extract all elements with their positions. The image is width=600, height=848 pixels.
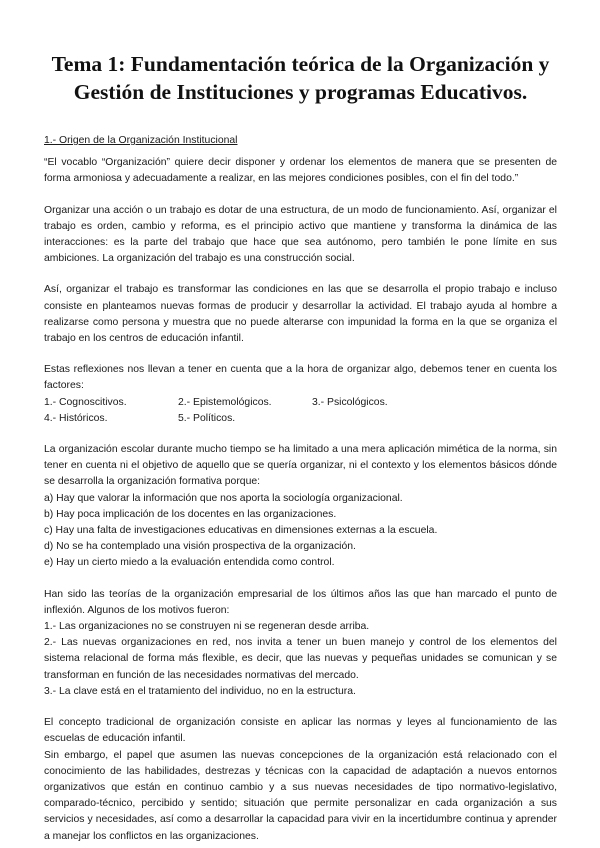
list-item: 1.- Las organizaciones no se construyen ni se regeneran desde arriba. xyxy=(44,621,370,633)
factor-item: 4.- Históricos. xyxy=(44,412,108,424)
list-item: a) Hay que valorar la información que nos aporta la sociología organizacional. xyxy=(44,492,403,504)
list-item: 3.- La clave está en el tratamiento del individuo, no en la estructura. xyxy=(44,685,356,697)
paragraph-business-theories: Han sido las teorías de la organización empresarial de los últimos años las que han marcado el punto de inflexión. Algunos de los motivos fueron: xyxy=(44,588,557,616)
factor-item: 5.- Políticos. xyxy=(178,412,236,424)
paragraph-school-organization: La organización escolar durante mucho tiempo se ha limitado a una mera aplicación mimética de la norma, sin tener en cuenta ni el objetivo de aquello que se quería organizar, ni el contexto y los elementos básicos dónde se desarrolla la organización formativa porque: xyxy=(44,444,557,488)
factors-row-1 xyxy=(44,395,557,411)
paragraph-organize-action: Organizar una acción o un trabajo es dotar de una estructura, de un modo de funcionamiento. Así, organizar el trabajo es orden, cambio y reforma, es el principio activo que mantiene y transforma la dinámica de las interacciones: es la parte del trabajo que hace que sea autónomo, pero también le pone límite en sus ambiciones. La organización del trabajo es una construcción social. xyxy=(44,204,557,265)
list-item: c) Hay una falta de investigaciones educativas en dimensiones externas a la escuela. xyxy=(44,525,438,537)
paragraph-reflections: Estas reflexiones nos llevan a tener en cuenta que a la hora de organizar algo, debemos tener en cuenta los factores: xyxy=(44,364,557,392)
list-item: 2.- Las nuevas organizaciones en red, nos invita a tener un buen manejo y control de los elementos del sistema relacional de forma más flexible, es decir, que las nuevas y pequeñas unidades se comunican y se transforman en función de las necesidades normativas del mercado. xyxy=(44,637,557,681)
paragraph-definition: “El vocablo “Organización” quiere decir disponer y ordenar los elementos de manera que se presenten de forma armoniosa y adecuadamente a realizar, en las mejores condiciones posibles, con el fin del todo.” xyxy=(44,157,557,185)
motives-list xyxy=(44,619,557,700)
title-line-1: Tema 1: Fundamentación teórica de la Organización y xyxy=(51,52,550,76)
paragraph-new-conceptions: Sin embargo, el papel que asumen las nuevas concepciones de la organización está relacionado con el conocimiento de las habilidades, destrezas y técnicas con la capacidad de adaptación a nuevos entornos organizativos que están en continuo cambio y a sus nuevas necesidades de tipo normativo-legislativo, comparado-técnico, percibido y sentido; situación que permite personalizar en cada organización a sus servicios y necesidades, así como a desarrollar la capacidad para vivir en la incertidumbre continua y aprender a manejar los conflictos en las organizaciones. xyxy=(44,749,557,842)
list-item: b) Hay poca implicación de los docentes en las organizaciones. xyxy=(44,508,337,520)
list-item: e) Hay un cierto miedo a la evaluación entendida como control. xyxy=(44,557,335,569)
reasons-list xyxy=(44,491,557,572)
paragraph-traditional-concept: El concepto tradicional de organización consiste en aplicar las normas y leyes al funcionamiento de las escuelas de educación infantil. xyxy=(44,717,557,745)
factor-item: 3.- Psicológicos. xyxy=(312,396,388,408)
factor-item: 2.- Epistemológicos. xyxy=(178,396,272,408)
title-line-2: Gestión de Instituciones y programas Educativos. xyxy=(73,80,528,104)
document-title xyxy=(44,0,557,106)
section-heading: 1.- Origen de la Organización Institucional xyxy=(44,135,238,146)
factors-row-2 xyxy=(44,411,557,427)
factor-item: 1.- Cognoscitivos. xyxy=(44,396,127,408)
list-item: d) No se ha contemplado una visión prospectiva de la organización. xyxy=(44,541,356,553)
paragraph-organize-work: Así, organizar el trabajo es transformar las condiciones en las que se desarrolla el propio trabajo e incluso consiste en planteamos nuevas formas de producir y desarrollar la actividad. El trabajo ayuda al hombre a realizarse como persona y muestra que no puede alterarse con impunidad la forma en la que se organiza el trabajo en los centros de educación infantil. xyxy=(44,284,557,345)
